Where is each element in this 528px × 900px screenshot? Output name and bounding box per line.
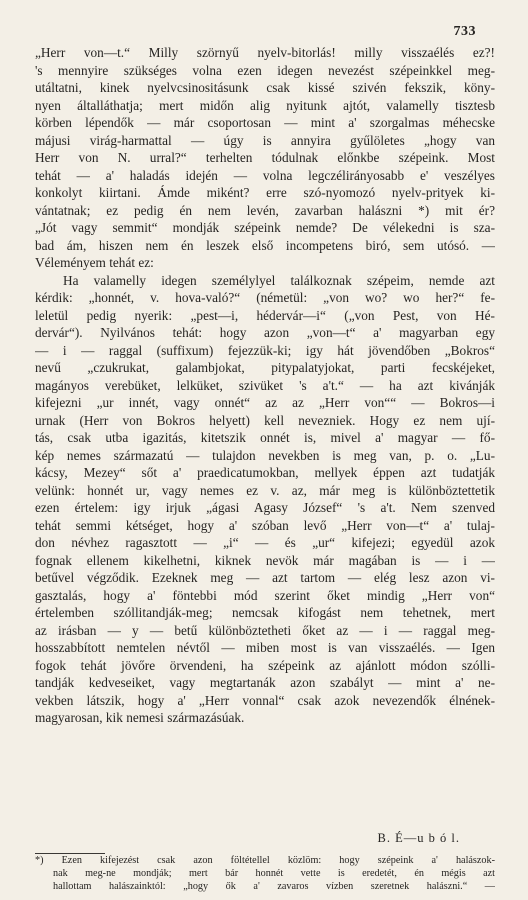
text-line: „Herr von—t.“ Milly szörnyű nyelv-bitorlás! milly visszaélés ez?! <box>35 45 495 60</box>
text-line: tehát — a' haladás idején — volna legczélirányosabb e' veszélyes <box>35 167 495 183</box>
text-line: gasztalás, hogy a' föntebbi mód szerint őket mindig „Herr von“ <box>35 587 495 603</box>
text-line: Herr von N. urral?“ terhelten tódulnak előnkbe szépeink. Most <box>35 150 495 165</box>
page-number: 733 <box>453 24 476 39</box>
text-line: — i — raggal (suffixum) fejezzük-ki; igy hát jövendőben „Bokros“ <box>35 342 495 358</box>
text-line: utáltatni, kinek nyelvcsinositásunk csak kissé szivén fekszik, köny- <box>35 80 495 95</box>
text-line: vántatnak; ez pedig én nem levén, zavarban halászni *) mit ér? <box>35 202 495 218</box>
text-line: dervár“). Nyilvános tehát: hogy azon „von—t“ a' magyarban egy <box>35 325 495 340</box>
text-line: Ha valamelly idegen személylyel találkoznak szépeim, nemde azt <box>63 272 495 288</box>
text-line: értelemben szóllitandják-meg; nemcsak kifogást nem tehetnek, mert <box>35 605 495 620</box>
text-line: nevű „czukrukat, galambjokat, pitypalatyjokat, parti fecskéjeket, <box>35 360 495 375</box>
text-line: don névhez ragasztott — „i“ — és „ur“ kifejezi; egyedül azok <box>35 535 495 550</box>
footnote-line: *) Ezen kifejezést csak azon föltétellel közlöm: hogy szépeink a' halászok- <box>35 855 495 866</box>
footnote-line: hallottam halászainktól: „hogy ők a' zavaros vízben szeretnek halászni.“ — <box>53 881 495 892</box>
text-line: magyarosan, kik nemesi származásúak. <box>35 710 245 725</box>
text-line: májusi virág-harmattal — úgy is annyira gyűlöletes „hogy van <box>35 132 495 148</box>
text-line: tás, csak utba igazitás, kitetszik onnét is, mivel a' magyar — fő- <box>35 430 495 445</box>
text-line: hosszabbított nemtelen névtől — miben most is van visszaélés. — Igen <box>35 640 495 655</box>
text-line: tehát semmi kétséget, hogy a' szóban levő „Herr von—t“ a' tulaj- <box>35 517 495 533</box>
text-line: 's mennyire szükséges volna ezen idegen nevezést szépeinkkel meg- <box>35 62 495 78</box>
text-line: velünk: honnét ur, vagy nemes ez v. az, már meg is különböztettetik <box>35 482 495 498</box>
text-line: kép nemes származatú — tulajdon nevekben is meg van, p. o. „Lu- <box>35 447 495 463</box>
footnote-line: nak meg-ne mondják; mert bár honnét vette is eredetét, én mégis azt <box>53 868 495 879</box>
text-line: konkolyt kiirtani. Ámde miként? erre szó-nyomozó nyelv-prityek ki- <box>35 185 495 200</box>
text-line: fognak ellenem kikelhetni, kiknek nevök már magában is — i — <box>35 552 495 568</box>
author-signature: B. É—u b ó l. <box>377 831 460 845</box>
text-line: betűvel végződik. Ezeknek meg — azt tartom — elég lesz azon vi- <box>35 570 495 585</box>
text-line: fogok tehát jövőre örvendeni, ha szépeink az ajánlott módon szólli- <box>35 657 495 673</box>
text-line: vekben látszik, hogy a' „Herr vonnal“ csak azok nevezendők élnének- <box>35 692 495 708</box>
text-line: Véleményem tehát ez: <box>35 255 154 270</box>
article-body <box>35 44 495 727</box>
text-line: kifejezni „ur innét, vagy onnét“ az az „Herr von““ — Bokros—i <box>35 395 495 410</box>
text-line: bad ám, hiszen nem én leszek első incompetens biró, sem utósó. — <box>35 237 495 253</box>
text-line: körben lépendők — már csoportosan — mint a' szorgalmas méhecske <box>35 115 495 130</box>
text-line: kérdik: „honnét, v. hova-való?“ (németül: „von wo? wo her?“ fe- <box>35 290 495 305</box>
text-line: kácsy, Mezey“ sőt a' praedicatumokban, mellyek éppen azt tudatják <box>35 465 495 480</box>
text-line: tandják kedveseiket, vagy megtartanák azon szabályt — mint a' ne- <box>35 675 495 690</box>
text-line: nyen általláthatja; mert midőn alig nyitunk ajtót, valamelly tisztesb <box>35 97 495 113</box>
text-line: ezen értelem: igy irjuk „ágasi Agasy József“ 's a't. Nem szenved <box>35 500 495 515</box>
text-line: az irásban — y — betű különböztetheti őket az — i — raggal meg- <box>35 622 495 638</box>
text-line: „Jót vagy semmit“ mondják szépeink nemde? De vélekedni is sza- <box>35 220 495 235</box>
text-line: leletül pedig nyerik: „pest—i, hédervár—i“ („von Pest, von Hé- <box>35 307 495 323</box>
text-line: magányos verebüket, lelküket, szivüket 's a't.“ — ha azt kivánják <box>35 377 495 393</box>
text-line: urnak (Herr von Bokros helyett) kell nevezniek. Hogy ez nem ují- <box>35 412 495 428</box>
footnote <box>35 854 495 893</box>
